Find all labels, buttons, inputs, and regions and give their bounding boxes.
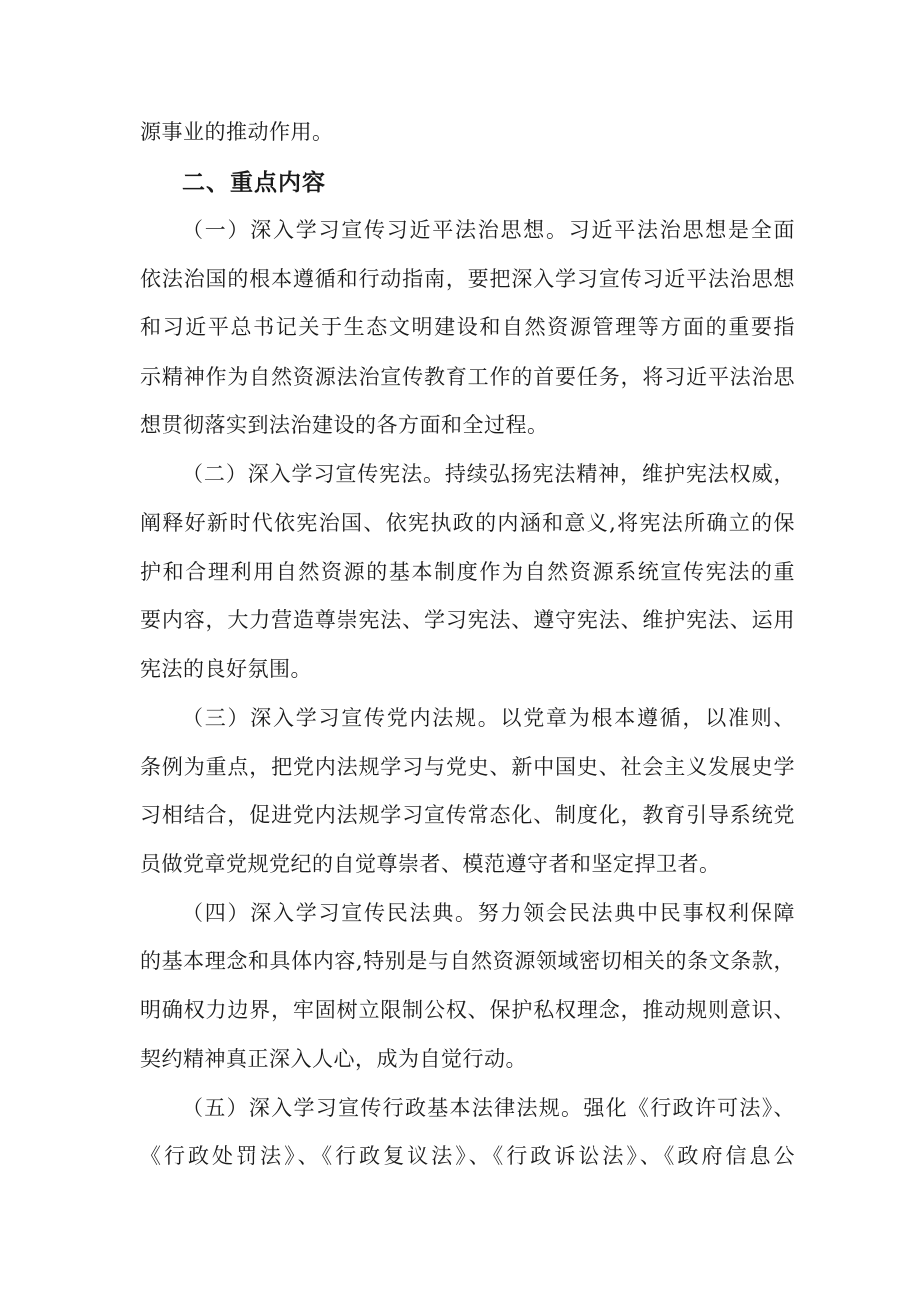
paragraph-line: 员做党章党规党纪的自觉尊崇者、模范遵守者和坚定捍卫者。	[140, 852, 721, 876]
paragraph-line: 要内容，大力营造尊崇宪法、学习宪法、遵守宪法、维护宪法、运用	[140, 608, 795, 632]
paragraph-line: 示精神作为自然资源法治宣传教育工作的首要任务，将习近平法治思	[140, 365, 795, 389]
paragraph-line: 《行政处罚法》、《行政复议法》、《行政诉讼法》、《政府信息公	[140, 1144, 795, 1168]
paragraph-line: 契约精神真正深入人心，成为自觉行动。	[140, 1047, 527, 1071]
paragraph-line: 想贯彻落实到法治建设的各方面和全过程。	[140, 413, 549, 437]
paragraph-line: （二）深入学习宣传宪法。持续弘扬宪法精神，维护宪法权威，	[182, 462, 795, 486]
paragraph-line: 护和合理利用自然资源的基本制度作为自然资源系统宣传宪法的重	[140, 560, 795, 584]
paragraph-line: （三）深入学习宣传党内法规。以党章为根本遵循，以准则、	[182, 706, 795, 730]
paragraph-line: 宪法的良好氛围。	[140, 657, 312, 681]
paragraph-line: （五）深入学习宣传行政基本法律法规。强化《行政许可法》、	[182, 1096, 795, 1120]
paragraph-line: 条例为重点，把党内法规学习与党史、新中国史、社会主义发展史学	[140, 755, 795, 779]
paragraph-line: 和习近平总书记关于生态文明建设和自然资源管理等方面的重要指	[140, 315, 795, 339]
paragraph-line: （四）深入学习宣传民法典。努力领会民法典中民事权利保障	[182, 901, 795, 925]
intro-tail-line: 源事业的推动作用。	[140, 120, 334, 144]
section-heading: 二、重点内容	[182, 170, 326, 196]
paragraph-line: （一）深入学习宣传习近平法治思想。习近平法治思想是全面	[182, 218, 795, 242]
paragraph-line: 阐释好新时代依宪治国、依宪执政的内涵和意义,将宪法所确立的保	[140, 511, 795, 535]
paragraph-line: 明确权力边界，牢固树立限制公权、保护私权理念，推动规则意识、	[140, 998, 795, 1022]
paragraph-line: 习相结合，促进党内法规学习宣传常态化、制度化，教育引导系统党	[140, 803, 795, 827]
paragraph-line: 的基本理念和具体内容,特别是与自然资源领域密切相关的条文条款，	[140, 949, 795, 973]
paragraph-line: 依法治国的根本遵循和行动指南，要把深入学习宣传习近平法治思想	[140, 267, 795, 291]
